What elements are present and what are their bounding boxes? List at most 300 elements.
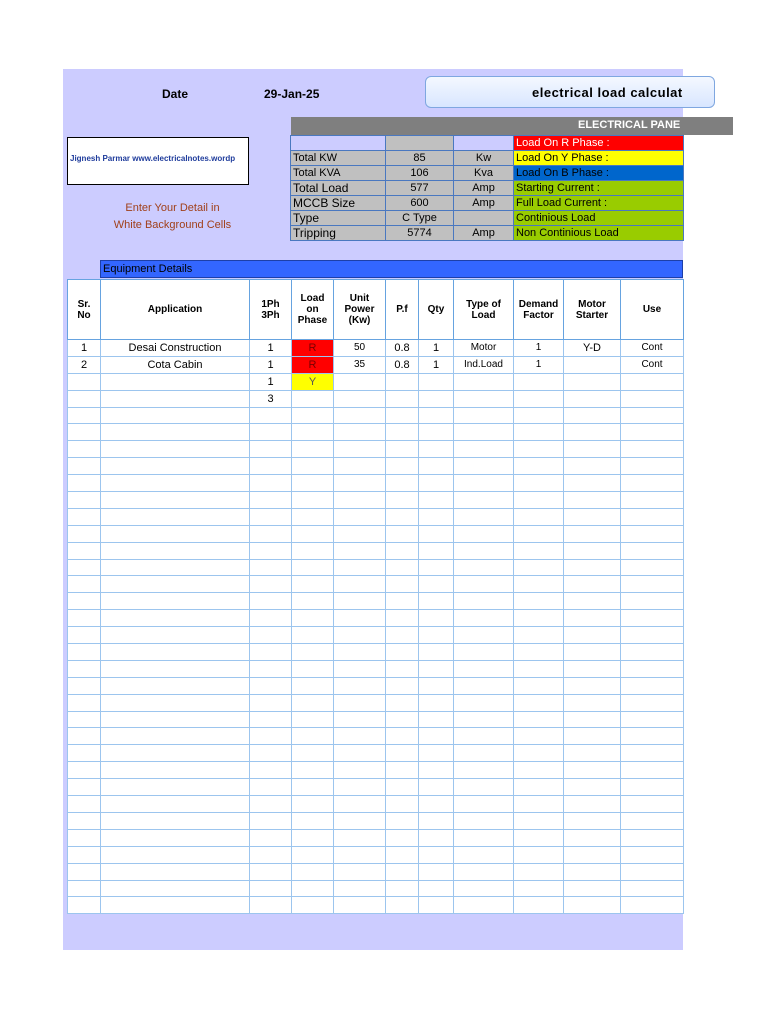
cell-ph[interactable] [250, 475, 292, 492]
cell-phase[interactable] [292, 627, 334, 644]
cell-starter[interactable] [564, 390, 621, 407]
cell-df[interactable] [514, 390, 564, 407]
cell-df[interactable] [514, 508, 564, 525]
cell-starter[interactable] [564, 880, 621, 897]
cell-app[interactable] [101, 660, 250, 677]
cell-starter[interactable] [564, 576, 621, 593]
cell-pf[interactable] [386, 610, 419, 627]
cell-type[interactable] [454, 475, 514, 492]
cell-ph[interactable] [250, 812, 292, 829]
cell-df[interactable] [514, 593, 564, 610]
cell-phase[interactable]: R [292, 356, 334, 373]
cell-pf[interactable] [386, 846, 419, 863]
cell-use[interactable] [621, 525, 684, 542]
cell-sr[interactable] [68, 897, 101, 914]
cell-kw[interactable] [334, 576, 386, 593]
cell-qty[interactable] [419, 762, 454, 779]
cell-type[interactable] [454, 897, 514, 914]
cell-pf[interactable] [386, 424, 419, 441]
cell-type[interactable] [454, 880, 514, 897]
cell-use[interactable] [621, 593, 684, 610]
cell-type[interactable] [454, 559, 514, 576]
cell-df[interactable] [514, 863, 564, 880]
cell-ph[interactable] [250, 863, 292, 880]
cell-sr[interactable] [68, 627, 101, 644]
cell-ph[interactable]: 1 [250, 340, 292, 357]
cell-phase[interactable] [292, 846, 334, 863]
cell-kw[interactable] [334, 441, 386, 458]
cell-df[interactable] [514, 660, 564, 677]
cell-type[interactable] [454, 424, 514, 441]
cell-phase[interactable] [292, 694, 334, 711]
cell-kw[interactable] [334, 458, 386, 475]
cell-sr[interactable] [68, 863, 101, 880]
cell-pf[interactable] [386, 390, 419, 407]
cell-kw[interactable] [334, 677, 386, 694]
cell-pf[interactable]: 0.8 [386, 340, 419, 357]
cell-type[interactable] [454, 660, 514, 677]
cell-ph[interactable] [250, 593, 292, 610]
cell-sr[interactable] [68, 576, 101, 593]
cell-type[interactable] [454, 711, 514, 728]
cell-use[interactable] [621, 390, 684, 407]
cell-use[interactable] [621, 441, 684, 458]
cell-sr[interactable] [68, 390, 101, 407]
cell-phase[interactable] [292, 559, 334, 576]
cell-phase[interactable] [292, 829, 334, 846]
cell-df[interactable] [514, 829, 564, 846]
cell-kw[interactable] [334, 846, 386, 863]
cell-kw[interactable] [334, 829, 386, 846]
cell-qty[interactable] [419, 542, 454, 559]
cell-qty[interactable] [419, 627, 454, 644]
cell-pf[interactable] [386, 542, 419, 559]
cell-phase[interactable] [292, 796, 334, 813]
cell-qty[interactable] [419, 779, 454, 796]
cell-sr[interactable] [68, 508, 101, 525]
cell-starter[interactable] [564, 711, 621, 728]
cell-kw[interactable] [334, 812, 386, 829]
cell-qty[interactable] [419, 559, 454, 576]
cell-ph[interactable] [250, 897, 292, 914]
cell-kw[interactable] [334, 796, 386, 813]
cell-pf[interactable] [386, 660, 419, 677]
cell-starter[interactable] [564, 610, 621, 627]
cell-app[interactable] [101, 846, 250, 863]
cell-qty[interactable] [419, 576, 454, 593]
cell-kw[interactable] [334, 542, 386, 559]
cell-pf[interactable] [386, 576, 419, 593]
cell-starter[interactable] [564, 441, 621, 458]
cell-type[interactable] [454, 407, 514, 424]
cell-use[interactable] [621, 711, 684, 728]
cell-df[interactable] [514, 728, 564, 745]
cell-pf[interactable] [386, 644, 419, 661]
cell-pf[interactable] [386, 441, 419, 458]
cell-type[interactable] [454, 728, 514, 745]
cell-use[interactable] [621, 576, 684, 593]
cell-app[interactable] [101, 762, 250, 779]
cell-app[interactable] [101, 880, 250, 897]
cell-use[interactable]: Cont [621, 340, 684, 357]
cell-qty[interactable] [419, 644, 454, 661]
cell-sr[interactable] [68, 492, 101, 509]
cell-type[interactable] [454, 441, 514, 458]
cell-app[interactable] [101, 829, 250, 846]
cell-kw[interactable] [334, 762, 386, 779]
cell-app[interactable] [101, 441, 250, 458]
cell-pf[interactable] [386, 407, 419, 424]
cell-df[interactable] [514, 796, 564, 813]
cell-starter[interactable] [564, 373, 621, 390]
cell-pf[interactable] [386, 812, 419, 829]
cell-sr[interactable] [68, 593, 101, 610]
cell-type[interactable] [454, 745, 514, 762]
cell-df[interactable] [514, 407, 564, 424]
cell-ph[interactable] [250, 424, 292, 441]
cell-phase[interactable] [292, 880, 334, 897]
cell-pf[interactable] [386, 711, 419, 728]
cell-app[interactable] [101, 407, 250, 424]
cell-app[interactable] [101, 728, 250, 745]
cell-pf[interactable] [386, 373, 419, 390]
cell-phase[interactable] [292, 762, 334, 779]
date-value[interactable]: 29-Jan-25 [264, 87, 320, 101]
cell-df[interactable] [514, 745, 564, 762]
cell-use[interactable] [621, 812, 684, 829]
cell-use[interactable] [621, 897, 684, 914]
cell-kw[interactable] [334, 880, 386, 897]
cell-phase[interactable] [292, 492, 334, 509]
cell-phase[interactable] [292, 407, 334, 424]
cell-df[interactable] [514, 812, 564, 829]
cell-phase[interactable] [292, 644, 334, 661]
cell-starter[interactable] [564, 542, 621, 559]
cell-qty[interactable]: 1 [419, 356, 454, 373]
cell-df[interactable] [514, 880, 564, 897]
cell-qty[interactable] [419, 728, 454, 745]
cell-use[interactable] [621, 424, 684, 441]
cell-pf[interactable] [386, 796, 419, 813]
cell-starter[interactable] [564, 745, 621, 762]
cell-ph[interactable] [250, 559, 292, 576]
cell-type[interactable] [454, 644, 514, 661]
cell-kw[interactable] [334, 779, 386, 796]
cell-type[interactable] [454, 762, 514, 779]
cell-df[interactable]: 1 [514, 340, 564, 357]
cell-app[interactable] [101, 475, 250, 492]
cell-qty[interactable] [419, 508, 454, 525]
cell-phase[interactable]: R [292, 340, 334, 357]
cell-phase[interactable] [292, 711, 334, 728]
cell-qty[interactable] [419, 812, 454, 829]
cell-qty[interactable] [419, 677, 454, 694]
cell-phase[interactable] [292, 812, 334, 829]
cell-starter[interactable] [564, 407, 621, 424]
cell-starter[interactable] [564, 796, 621, 813]
cell-type[interactable] [454, 576, 514, 593]
cell-use[interactable] [621, 644, 684, 661]
cell-type[interactable] [454, 492, 514, 509]
cell-phase[interactable] [292, 745, 334, 762]
cell-starter[interactable] [564, 492, 621, 509]
cell-starter[interactable] [564, 593, 621, 610]
cell-type[interactable] [454, 610, 514, 627]
cell-app[interactable] [101, 897, 250, 914]
cell-starter[interactable] [564, 846, 621, 863]
cell-qty[interactable] [419, 694, 454, 711]
cell-kw[interactable] [334, 475, 386, 492]
cell-ph[interactable] [250, 694, 292, 711]
cell-phase[interactable] [292, 660, 334, 677]
cell-use[interactable]: Cont [621, 356, 684, 373]
cell-pf[interactable] [386, 458, 419, 475]
cell-app[interactable] [101, 508, 250, 525]
cell-sr[interactable] [68, 880, 101, 897]
cell-starter[interactable] [564, 356, 621, 373]
cell-use[interactable] [621, 475, 684, 492]
cell-kw[interactable] [334, 694, 386, 711]
cell-kw[interactable] [334, 660, 386, 677]
cell-starter[interactable] [564, 475, 621, 492]
cell-sr[interactable] [68, 745, 101, 762]
cell-app[interactable] [101, 492, 250, 509]
cell-df[interactable] [514, 627, 564, 644]
cell-pf[interactable] [386, 779, 419, 796]
cell-df[interactable] [514, 610, 564, 627]
cell-phase[interactable]: Y [292, 373, 334, 390]
cell-sr[interactable] [68, 812, 101, 829]
cell-starter[interactable] [564, 508, 621, 525]
cell-app[interactable] [101, 694, 250, 711]
cell-use[interactable] [621, 728, 684, 745]
cell-app[interactable] [101, 863, 250, 880]
cell-kw[interactable] [334, 525, 386, 542]
author-box[interactable] [67, 137, 249, 185]
cell-use[interactable] [621, 863, 684, 880]
cell-ph[interactable] [250, 846, 292, 863]
cell-use[interactable] [621, 762, 684, 779]
cell-df[interactable] [514, 441, 564, 458]
cell-sr[interactable] [68, 458, 101, 475]
cell-app[interactable] [101, 812, 250, 829]
cell-sr[interactable] [68, 728, 101, 745]
cell-use[interactable] [621, 694, 684, 711]
cell-app[interactable] [101, 627, 250, 644]
cell-starter[interactable] [564, 660, 621, 677]
cell-df[interactable] [514, 424, 564, 441]
cell-use[interactable] [621, 829, 684, 846]
cell-starter[interactable] [564, 863, 621, 880]
cell-use[interactable] [621, 373, 684, 390]
cell-app[interactable] [101, 390, 250, 407]
cell-pf[interactable]: 0.8 [386, 356, 419, 373]
cell-ph[interactable] [250, 492, 292, 509]
cell-starter[interactable] [564, 728, 621, 745]
cell-app[interactable] [101, 373, 250, 390]
cell-ph[interactable] [250, 407, 292, 424]
cell-ph[interactable] [250, 644, 292, 661]
cell-use[interactable] [621, 559, 684, 576]
cell-sr[interactable] [68, 762, 101, 779]
cell-app[interactable] [101, 796, 250, 813]
cell-qty[interactable] [419, 863, 454, 880]
cell-df[interactable] [514, 762, 564, 779]
cell-qty[interactable] [419, 458, 454, 475]
cell-qty[interactable] [419, 475, 454, 492]
cell-pf[interactable] [386, 880, 419, 897]
cell-type[interactable] [454, 846, 514, 863]
cell-qty[interactable] [419, 441, 454, 458]
cell-phase[interactable] [292, 390, 334, 407]
cell-pf[interactable] [386, 508, 419, 525]
cell-type[interactable] [454, 627, 514, 644]
cell-qty[interactable] [419, 492, 454, 509]
cell-sr[interactable] [68, 644, 101, 661]
cell-sr[interactable] [68, 407, 101, 424]
cell-type[interactable] [454, 796, 514, 813]
cell-ph[interactable] [250, 880, 292, 897]
cell-ph[interactable] [250, 779, 292, 796]
cell-use[interactable] [621, 458, 684, 475]
cell-df[interactable] [514, 373, 564, 390]
cell-qty[interactable]: 1 [419, 340, 454, 357]
cell-pf[interactable] [386, 525, 419, 542]
cell-ph[interactable]: 1 [250, 373, 292, 390]
cell-df[interactable] [514, 542, 564, 559]
cell-kw[interactable] [334, 508, 386, 525]
cell-starter[interactable] [564, 829, 621, 846]
cell-starter[interactable] [564, 694, 621, 711]
cell-type[interactable] [454, 779, 514, 796]
cell-type[interactable] [454, 542, 514, 559]
cell-sr[interactable] [68, 694, 101, 711]
cell-qty[interactable] [419, 373, 454, 390]
cell-phase[interactable] [292, 475, 334, 492]
cell-app[interactable] [101, 424, 250, 441]
cell-ph[interactable] [250, 458, 292, 475]
cell-qty[interactable] [419, 829, 454, 846]
cell-qty[interactable] [419, 796, 454, 813]
cell-kw[interactable] [334, 407, 386, 424]
cell-use[interactable] [621, 745, 684, 762]
cell-pf[interactable] [386, 897, 419, 914]
cell-pf[interactable] [386, 593, 419, 610]
cell-starter[interactable] [564, 897, 621, 914]
cell-pf[interactable] [386, 627, 419, 644]
cell-use[interactable] [621, 846, 684, 863]
cell-kw[interactable] [334, 644, 386, 661]
cell-pf[interactable] [386, 475, 419, 492]
cell-pf[interactable] [386, 728, 419, 745]
cell-sr[interactable] [68, 711, 101, 728]
cell-df[interactable] [514, 711, 564, 728]
cell-type[interactable] [454, 694, 514, 711]
cell-phase[interactable] [292, 779, 334, 796]
cell-df[interactable] [514, 525, 564, 542]
cell-sr[interactable] [68, 441, 101, 458]
cell-df[interactable] [514, 694, 564, 711]
cell-qty[interactable] [419, 424, 454, 441]
cell-app[interactable] [101, 576, 250, 593]
cell-df[interactable] [514, 677, 564, 694]
cell-ph[interactable] [250, 796, 292, 813]
cell-starter[interactable] [564, 779, 621, 796]
cell-phase[interactable] [292, 424, 334, 441]
cell-app[interactable] [101, 593, 250, 610]
cell-sr[interactable] [68, 846, 101, 863]
cell-pf[interactable] [386, 694, 419, 711]
cell-ph[interactable] [250, 441, 292, 458]
cell-ph[interactable] [250, 627, 292, 644]
cell-use[interactable] [621, 660, 684, 677]
cell-starter[interactable] [564, 525, 621, 542]
cell-app[interactable] [101, 644, 250, 661]
cell-type[interactable] [454, 593, 514, 610]
cell-use[interactable] [621, 492, 684, 509]
cell-starter[interactable] [564, 644, 621, 661]
cell-app[interactable] [101, 458, 250, 475]
cell-ph[interactable] [250, 542, 292, 559]
cell-sr[interactable]: 2 [68, 356, 101, 373]
cell-ph[interactable] [250, 745, 292, 762]
cell-pf[interactable] [386, 762, 419, 779]
cell-app[interactable] [101, 677, 250, 694]
cell-app[interactable] [101, 711, 250, 728]
cell-type[interactable] [454, 508, 514, 525]
cell-app[interactable] [101, 779, 250, 796]
cell-app[interactable] [101, 525, 250, 542]
cell-type[interactable] [454, 863, 514, 880]
cell-use[interactable] [621, 542, 684, 559]
cell-phase[interactable] [292, 525, 334, 542]
cell-qty[interactable] [419, 745, 454, 762]
cell-app[interactable]: Desai Construction [101, 340, 250, 357]
cell-qty[interactable] [419, 880, 454, 897]
cell-type[interactable]: Motor [454, 340, 514, 357]
cell-kw[interactable] [334, 390, 386, 407]
cell-starter[interactable] [564, 762, 621, 779]
cell-df[interactable] [514, 779, 564, 796]
cell-type[interactable] [454, 812, 514, 829]
cell-ph[interactable] [250, 525, 292, 542]
cell-use[interactable] [621, 880, 684, 897]
cell-ph[interactable] [250, 576, 292, 593]
cell-sr[interactable] [68, 424, 101, 441]
cell-kw[interactable] [334, 897, 386, 914]
cell-ph[interactable] [250, 677, 292, 694]
cell-type[interactable] [454, 390, 514, 407]
cell-use[interactable] [621, 610, 684, 627]
cell-app[interactable] [101, 559, 250, 576]
cell-sr[interactable] [68, 677, 101, 694]
cell-phase[interactable] [292, 728, 334, 745]
cell-use[interactable] [621, 407, 684, 424]
cell-app[interactable] [101, 610, 250, 627]
cell-phase[interactable] [292, 863, 334, 880]
cell-kw[interactable] [334, 745, 386, 762]
cell-kw[interactable] [334, 728, 386, 745]
cell-sr[interactable] [68, 610, 101, 627]
cell-ph[interactable] [250, 660, 292, 677]
cell-kw[interactable] [334, 593, 386, 610]
cell-type[interactable] [454, 829, 514, 846]
cell-phase[interactable] [292, 610, 334, 627]
cell-phase[interactable] [292, 441, 334, 458]
cell-sr[interactable] [68, 475, 101, 492]
cell-kw[interactable] [334, 424, 386, 441]
cell-ph[interactable] [250, 508, 292, 525]
